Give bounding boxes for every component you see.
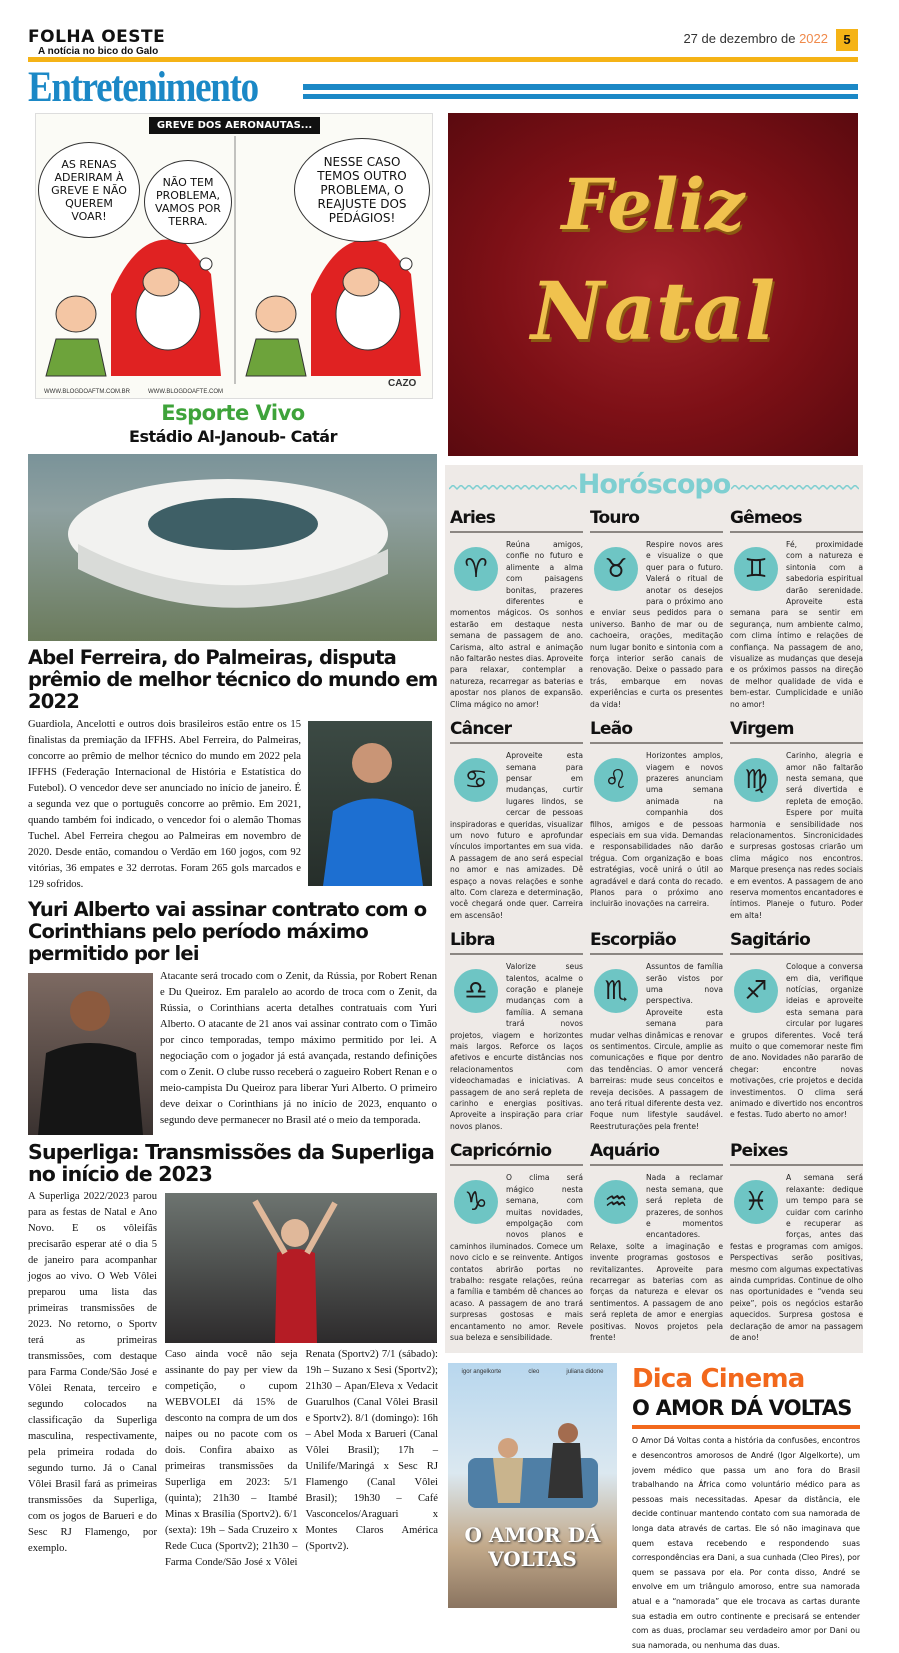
stadium-photo: [28, 454, 437, 641]
natal-greeting-line2: Natal: [530, 264, 776, 358]
section-title: Entretenimento: [28, 64, 258, 111]
zodiac-glyph: ♑: [454, 1180, 498, 1224]
zodiac-glyph: ♌: [594, 758, 638, 802]
masthead-logo: FOLHA OESTE: [28, 27, 166, 47]
zodiac-glyph: ♍: [734, 758, 778, 802]
horoscope-title: Horóscopo: [577, 469, 731, 500]
sign-name: Câncer: [450, 718, 583, 744]
movie-poster: [448, 1363, 617, 1608]
dica-cinema-title: Dica Cinema: [632, 1364, 805, 1395]
sign-name: Gêmeos: [730, 507, 863, 533]
zodiac-icon: [590, 1172, 642, 1232]
horoscope-sign-2: [730, 507, 863, 710]
volleyball-photo: [165, 1193, 437, 1343]
sign-text: A semana será relaxante: dedique um tempo para se cuidar com carinho e recuperar as forças, antes das festas e programas com amigos. Perspectivas serão positivas, mesmo com algumas expectativas ainda cumpridas. Continue de olho nas oportunidades e “venda seu peixe”, pois os negócios estarão aquecidos. Surpresa gostosa e declaração de amor na passagem de ano!: [730, 1173, 863, 1342]
speech-balloon: AS RENAS ADERIRAM À GREVE E NÃO QUEREM VOAR!: [38, 142, 140, 238]
zodiac-glyph: ♊: [734, 547, 778, 591]
natal-greeting-line1: Feliz: [561, 163, 745, 246]
horoscope-sign-8: [730, 929, 863, 1132]
poster-cast-name: cleo: [528, 1369, 540, 1376]
horoscope-sign-10: [590, 1140, 723, 1343]
page-number-badge: 5: [836, 29, 858, 51]
sign-text: Aproveite esta semana para pensar em mudanças, curtir lugares lindos, se cercar de pessoas inspiradoras e queridas, visualizar um novo futuro e aprofundar vínculos importantes em sua vida. A passagem de ano será especial no amor e nas amizades. Dê espaço a novas relações e sonhe alto. Com clareza e determinação, você chegará onde quer. Carreira em ascensão!: [450, 751, 583, 920]
issue-date: [660, 31, 828, 46]
cinema-text-block: [632, 1363, 860, 1653]
feliz-natal-image: [448, 113, 858, 456]
movie-review-body: O Amor Dá Voltas conta a história da confusões, encontros e desencontros amorosos de André (Igor Algelkorte), um jovem médico que passa um ano fora do Brasil trabalhando na África como voluntário médico para as pessoas mais necessitadas. Apesar da distância, ele decide continuar mantendo contato com sua namorada de longa data através de cartas. Ele só não imaginava que quem estava recebendo e respondendo suas correspondências era Dani, a sua cunhada (Cleo Pires), por quem se passava por ela. Por conta disso, André se envolve em um triângulo amoroso, entre sua namorada atual e a “namorada” que ele trocava as cartas durante sua estadia em outro continente e precisará se entender com as duas, proclamar seu verdadeiro amor por Dani ou sua namorada, ou nenhuma das duas.: [632, 1436, 860, 1650]
zodiac-icon: [590, 750, 642, 810]
date-prefix: 27 de dezembro de: [683, 31, 800, 46]
zodiac-icon: [590, 539, 642, 599]
horoscope-sign-6: [450, 929, 583, 1132]
left-column: [28, 400, 438, 1571]
article-body: Atacante será trocado com o Zenit, da Rússia, por Robert Renan e Du Queiroz. Em paralelo ao acordo de troca com o Zenit, da Rússia, o Corinthians acerta detalhes contratuais com Yuri Alberto. O atacante de 21 anos vai assinar contrato com o Timão por cinco temporadas, tempo máximo permitido por lei. A negociação com o jogador já está avançada, restando definições com o Zenit. O clube russo receberá o zagueiro Robert Renan e o meio-campista Du Queiroz para liberar Yuri Alberto. O primeiro deve deixar o Corinthians já no início de 2023, enquanto o segundo deve permanecer no Brasil até o meio da temporada.: [160, 971, 437, 1126]
horoscope-panel: [445, 465, 863, 1353]
article-headline: Superliga: Transmissões da Superliga no início de 2023: [28, 1140, 434, 1186]
sign-text: Assuntos de família serão vistos por uma nova perspectiva. Aproveite esta semana para mudar velhas dinâmicas e renovar os sentimentos. Circule, amplie as comunicações e fique por dentro das tendências. O amor vencerá barreiras: mude seus conceitos e reveja decisões. A passagem de ano terá ritual diferente desta vez. Foque num lifestyle saudável. Reestruturações pela frente!: [590, 962, 723, 1131]
horoscope-sign-5: [730, 718, 863, 921]
right-column: [445, 465, 863, 1653]
article-body: Caso ainda você não seja assinante do pay per view da competição, o cupom WEBVOLEI dá 15% de desconto na compra de um dos naipes ou no pacote com os dois. Confira abaixo as primeiras transmissões da Superliga em 2023: 5/1 (quinta); 21h30 – Itambé Minas x Brasília (Sportv2). 6/1 (sexta): 19h – Sada Cruzeiro x Rede Cuca (Sportv2); 21h30 – Farma Conde/São José x Vôlei Renata (Sportv2) 7/1 (sábado): 19h – Suzano x Sesi (Sportv2); 21h30 – Apan/Eleva x Vedacit Guarulhos (Canal Vôlei Brasil e Sportv2). 8/1 (domingo): 16h – Abel Moda x Barueri (Canal Vôlei Brasil); 17h – Unilife/Maringá x Sesc RJ Flamengo (Canal Vôlei Brasil); 19h30 – Café Vasconcelos/Araguari x Montes Claros América (Sportv2).: [165, 1349, 438, 1568]
horoscope-sign-11: [730, 1140, 863, 1343]
speech-balloon: NÃO TEM PROBLEMA, VAMOS POR TERRA.: [144, 160, 232, 244]
abel-ferreira-photo: [308, 721, 432, 886]
zodiac-icon: [450, 961, 502, 1021]
superliga-right: [165, 1189, 438, 1571]
horoscope-sign-0: [450, 507, 583, 710]
zodiac-icon: [450, 1172, 502, 1232]
article-body: A Superliga 2022/2023 parou para as festas de Natal e Ano Novo. E os vôleifãs precisarão esperar até o dia 5 de janeiro para acompanhar jogos ao vivo. O Web Vôlei preparou uma lista das primeiras transmissões de 2023. No retorno, o Sportv terá as primeiras transmissões, com destaque para Farma Conde/São José e Vôlei Renata, terceiro e segundo colocados na classificação da Superliga masculina, respectivamente, pela primeira rodada do segundo turno. Já o Canal Vôlei Brasil fará as primeiras transmissões da Superliga, com os jogos de Barueri e do Sesc RJ Flamengo, por exemplo.: [28, 1191, 157, 1554]
date-year: 2022: [799, 31, 828, 46]
zodiac-icon: [730, 750, 782, 810]
sign-name: Sagitário: [730, 929, 863, 955]
sign-name: Virgem: [730, 718, 863, 744]
zodiac-glyph: ♏: [594, 969, 638, 1013]
poster-cast: [448, 1368, 617, 1376]
sign-name: Libra: [450, 929, 583, 955]
sign-text: Valorize seus talentos, acalme o coração e planeje mudanças com a família. A semana trará novos projetos, viagem e horizontes mais largos. Reforce os laços afetivos e encurte distâncias nos relacionamentos com videochamadas e iniciativas. A passagem de ano será repleta de carinho e energias positivas. Aproveite a inspiração para criar novos planos.: [450, 962, 583, 1131]
horoscope-sign-4: [590, 718, 723, 921]
stadium-caption: Estádio Al-Janoub- Catár: [129, 427, 337, 446]
zodiac-glyph: ♉: [594, 547, 638, 591]
section-stripe: [303, 84, 858, 90]
sign-text: Reúna amigos, confie no futuro e alimente a alma com paisagens bonitas, prazeres diferentes e momentos mágicos. Os sonhos estarão em destaque nesta semana de passagem de ano. Carisma, alto astral e animação não faltarão nestes dias. Aproveite para relaxar, contemplar a natureza, recarregar as baterias e apostar nos planos de expansão. Clima mágico no amor!: [450, 540, 583, 709]
zodiac-glyph: ♈: [454, 547, 498, 591]
article-headline: Abel Ferreira, do Palmeiras, disputa prêmio de melhor técnico do mundo em 2022: [28, 646, 438, 713]
cartoon-credit: WWW.BLOGDOAFTE.COM: [148, 389, 223, 395]
sign-text: Carinho, alegria e amor não faltarão nesta semana, que será divertida e repleta de emoção. Espere por muita harmonia e sensibilidade nos relacionamentos. Sincronicidades e surpresas gostosas criarão um clima mágico nos encontros. Marque presença nas redes sociais e em eventos. A passagem de ano reserva momentos encantadores e íntimos. Planeje o futuro. Poder em alta!: [730, 751, 863, 920]
zodiac-icon: [730, 1172, 782, 1232]
sign-text: Respire novos ares e visualize o que quer para o futuro. Valerá o ritual de anotar os desejos para o próximo ano e enviar seus pedidos para o universo. Banho de mar ou de cachoeira, orações, meditação num lugar bonito e sintonia com a força interior serão canais de renovação. Deixe o passado para trás, embarque em novas experiências e curta os presentes da vida!: [590, 540, 723, 709]
zodiac-glyph: ♎: [454, 969, 498, 1013]
zodiac-glyph: ♒: [594, 1180, 638, 1224]
horoscope-sign-1: [590, 507, 723, 710]
zodiac-icon: [730, 539, 782, 599]
poster-cast-name: igor angelkorte: [461, 1369, 502, 1376]
yuri-alberto-photo: [28, 973, 153, 1135]
horoscope-sign-3: [450, 718, 583, 921]
poster-cast-name: juliana didone: [566, 1369, 604, 1376]
cinema-section: [445, 1363, 863, 1653]
sign-text: O clima será mágico nesta semana, com muitas novidades, empolgação com novos planos e caminhos iluminados. Comece um novo ciclo e se reinvente. Antigos contatos abrirão portas no trabalho: resgate relações, reúna a família e também dê chances ao acaso. A passagem de ano trará surpresas gostosas e mais encantamento no amor. Revele sua beleza e sensibilidade.: [450, 1173, 583, 1342]
speech-balloon: NESSE CASO TEMOS OUTRO PROBLEMA, O REAJUSTE DOS PEDÁGIOS!: [294, 138, 430, 242]
zodiac-glyph: ♋: [454, 758, 498, 802]
zodiac-glyph: ♓: [734, 1180, 778, 1224]
zodiac-icon: [730, 961, 782, 1021]
esporte-vivo-title: Esporte Vivo: [161, 401, 305, 425]
zodiac-icon: [450, 539, 502, 599]
sign-name: Touro: [590, 507, 723, 533]
cartoon-credit: WWW.BLOGDOAFTM.COM.BR: [44, 389, 130, 395]
sign-name: Leão: [590, 718, 723, 744]
horoscope-grid: [450, 507, 863, 1343]
zodiac-glyph: ♐: [734, 969, 778, 1013]
cartoon-signature: CAZO: [388, 378, 417, 389]
sign-name: Aquário: [590, 1140, 723, 1166]
sign-text: Coloque a conversa em dia, verifique notícias, organize ideias e aproveite esta semana para circular por lugares e grupos diferentes. Você terá muito o que comemorar neste fim de ano. Novidades não pararão de chegar: encontre novas motivações, crie projetos e decida investimentos. O clima será animado e divertido nos encontros e festas. Tudo aberto no amor!: [730, 962, 863, 1120]
sign-name: Peixes: [730, 1140, 863, 1166]
zodiac-icon: [590, 961, 642, 1021]
sign-text: Horizontes amplos, viagem e novos prazeres anunciam uma semana animada na companhia dos filhos, amigos e de pessoas especiais em sua vida. Demandas e responsabilidades não darão trégua. Com organização e boas estratégias, você unirá o útil ao agradável e dará conta do recado. Planos para o próximo ano incluirão inovações na carreira.: [590, 751, 723, 909]
cartoon-title: GREVE DOS AERONAUTAS...: [149, 117, 320, 134]
article-body: Guardiola, Ancelotti e outros dois brasileiros estão entre os 15 finalistas da premiação da IFFHS. Abel Ferreira, do Palmeiras, concorre ao prêmio de melhor técnico do mundo em 2022 pela IFFHS (Federação Internacional de História e Estatística do Futebol). O vencedor deve ser anunciado no início de janeiro. É a segunda vez que o português concorre ao prêmio. Em 2021, quando também foi indicado, o vencedor foi o alemão Thomas Tuchel. Abel Ferreira chegou ao Palmeiras em novembro de 2020. Desde então, comandou o Verdão em 160 jogos, com 92 vitórias, 36 empates e 32 derrotas. Foram 265 gols marcados e 129 sofridos.: [28, 719, 301, 890]
horoscope-sign-7: [590, 929, 723, 1132]
horoscope-sign-9: [450, 1140, 583, 1343]
cinema-rule: [632, 1425, 860, 1429]
header-rule: [28, 57, 858, 62]
sign-text: Fé, proximidade com a natureza e sintonia com a sabedoria espiritual darão serenidade. Aproveite esta semana para se sentir em segurança, num ambiente calmo, com clima íntimo e relações de confiança. Na passagem de ano, visualize as mudanças que deseja e os próximos passos na direção de melhor qualidade de vida e bem-estar. Cumplicidade e união no amor!: [730, 540, 863, 709]
article-headline: Yuri Alberto vai assinar contrato com o Corinthians pelo período máximo permitido por lei: [28, 898, 427, 965]
zodiac-icon: [450, 750, 502, 810]
cartoon-strip: [35, 113, 433, 399]
sign-name: Capricórnio: [450, 1140, 583, 1166]
sign-text: Nada a reclamar nesta semana, que será repleta de prazeres, de sonhos e momentos encantadores. Relaxe, solte a imaginação e invente programas gostosos e revitalizantes. Aproveite para recarregar as baterias com as forças da natureza e elevar os sentimentos. A passagem de ano será repleta de amor e energias positivas. Novos projetos pela frente!: [590, 1173, 723, 1342]
poster-title: O AMOR DÁ VOLTAS: [464, 1523, 601, 1572]
sign-name: Aries: [450, 507, 583, 533]
masthead-tagline: A notícia no bico do Galo: [38, 46, 159, 57]
movie-title: O AMOR DÁ VOLTAS: [632, 1396, 852, 1421]
section-stripe: [303, 94, 858, 99]
sign-name: Escorpião: [590, 929, 723, 955]
